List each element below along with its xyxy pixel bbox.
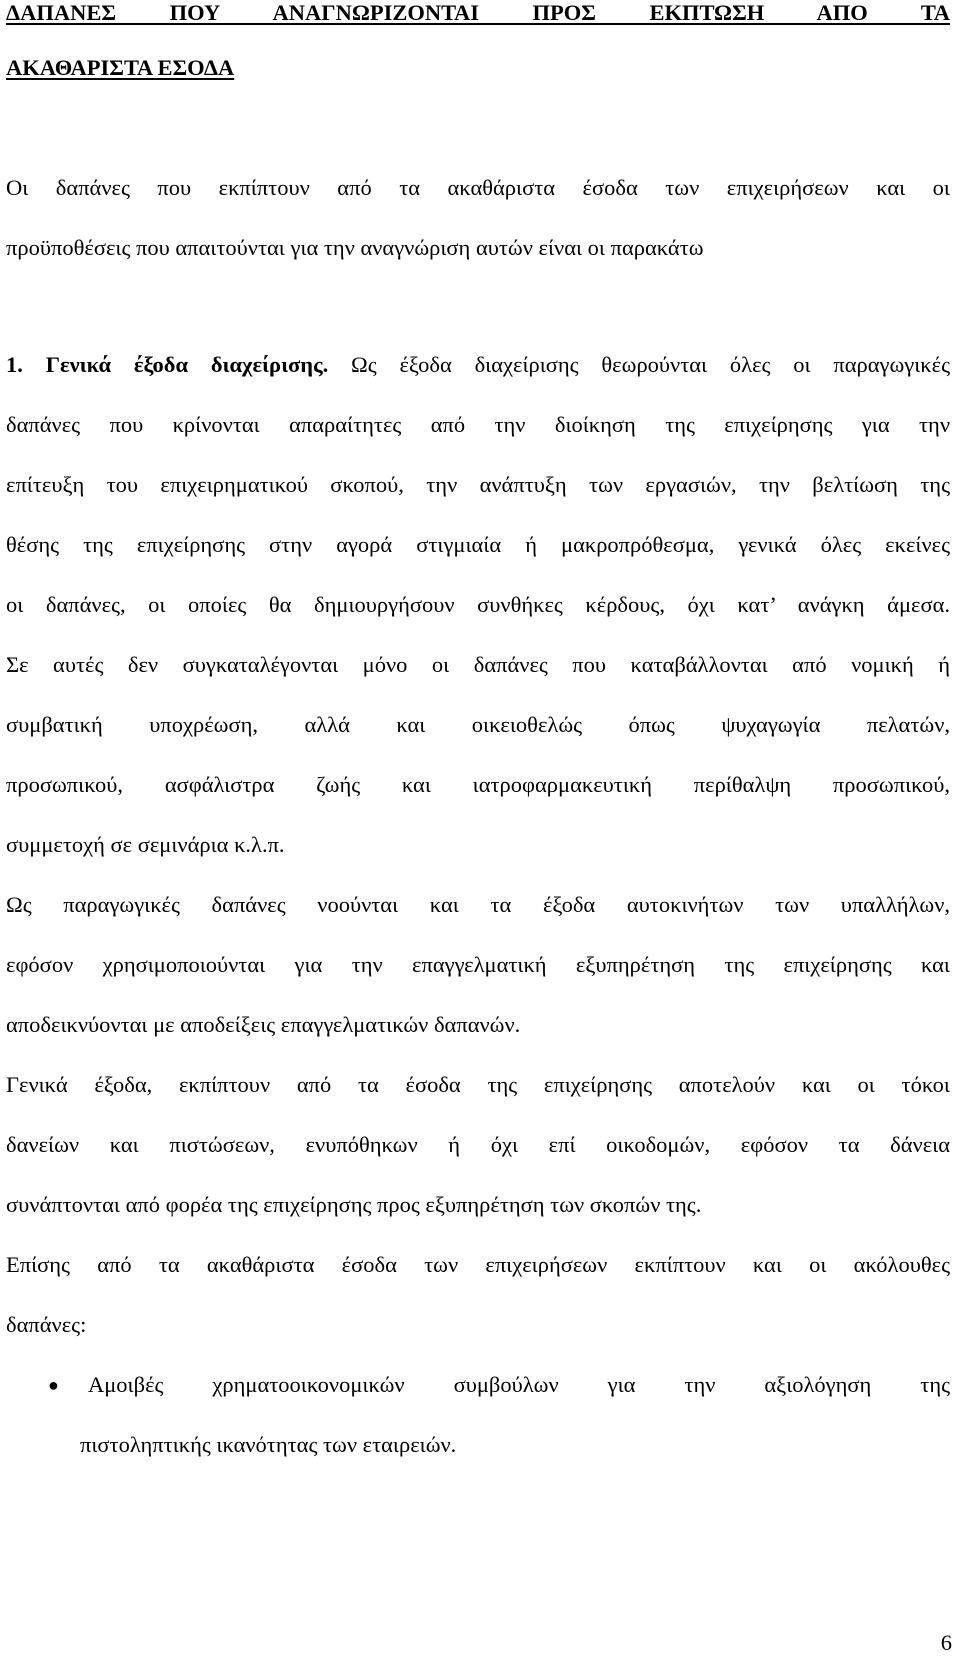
section1-line-8: προσωπικού, ασφάλιστρα ζωής και ιατροφαρμακευτική περίθαλψη προσωπικού, bbox=[6, 772, 950, 797]
para3-line-1: Γενικά έξοδα, εκπίπτουν από τα έσοδα της επιχείρησης αποτελούν και οι τόκοι bbox=[6, 1072, 950, 1097]
section1-line-1-text: Ως έξοδα διαχείρισης θεωρούνται όλες οι παραγωγικές bbox=[328, 352, 950, 377]
section1-line-5: οι δαπάνες, οι οποίες θα δημιουργήσουν συνθήκες κέρδους, όχι κατ’ ανάγκη άμεσα. bbox=[6, 592, 950, 617]
para4-line-1: Επίσης από τα ακαθάριστα έσοδα των επιχειρήσεων εκπίπτουν και οι ακόλουθες bbox=[6, 1252, 950, 1277]
para3-line-3: συνάπτονται από φορέα της επιχείρησης προς εξυπηρέτηση των σκοπών της. bbox=[6, 1192, 702, 1217]
intro-line-2: προϋποθέσεις που απαιτούνται για την αναγνώριση αυτών είναι οι παρακάτω bbox=[6, 235, 704, 260]
section1-line-6: Σε αυτές δεν συγκαταλέγονται μόνο οι δαπάνες που καταβάλλονται από νομική ή bbox=[6, 652, 950, 677]
para3-line-2: δανείων και πιστώσεων, ενυπόθηκων ή όχι επί οικοδομών, εφόσον τα δάνεια bbox=[6, 1132, 950, 1157]
section1-label: 1. Γενικά έξοδα διαχείρισης. bbox=[6, 352, 329, 377]
para2-line-3: αποδεικνύονται με αποδείξεις επαγγελματικών δαπανών. bbox=[6, 1012, 521, 1037]
heading-line-2: ΑΚΑΘΑΡΙΣΤΑ ΕΣΟΔΑ bbox=[6, 55, 235, 80]
section1-line-4: θέσης της επιχείρησης στην αγορά στιγμιαία ή μακροπρόθεσμα, γενικά όλες εκείνες bbox=[6, 532, 950, 557]
section1-line-9: συμμετοχή σε σεμινάρια κ.λ.π. bbox=[6, 832, 285, 857]
heading-line-1: ΔΑΠΑΝΕΣ ΠΟΥ ΑΝΑΓΝΩΡΙΖΟΝΤΑΙ ΠΡΟΣ ΕΚΠΤΩΣΗ ΑΠΟ ΤΑ bbox=[6, 0, 950, 25]
para4-line-2: δαπάνες: bbox=[6, 1312, 87, 1337]
para2-line-1: Ως παραγωγικές δαπάνες νοούνται και τα έξοδα αυτοκινήτων των υπαλλήλων, bbox=[6, 892, 950, 917]
section1-line-7: συμβατική υποχρέωση, αλλά και οικειοθελώς όπως ψυχαγωγία πελατών, bbox=[6, 712, 950, 737]
section1-line-3: επίτευξη του επιχειρηματικού σκοπού, την ανάπτυξη των εργασιών, την βελτίωση της bbox=[6, 472, 950, 497]
section1-line-2: δαπάνες που κρίνονται απαραίτητες από την διοίκηση της επιχείρησης για την bbox=[6, 412, 950, 437]
intro-line-1: Οι δαπάνες που εκπίπτουν από τα ακαθάριστα έσοδα των επιχειρήσεων και οι bbox=[6, 175, 950, 200]
page-number: 6 bbox=[940, 1630, 952, 1655]
bullet-item-1-line-2: πιστοληπτικής ικανότητας των εταιρειών. bbox=[80, 1432, 457, 1457]
section1-line-1 bbox=[6, 352, 950, 378]
document-page bbox=[6, 0, 950, 1673]
para2-line-2: εφόσον χρησιμοποιούνται για την επαγγελματική εξυπηρέτηση της επιχείρησης και bbox=[6, 952, 950, 977]
bullet-dot-icon: ● bbox=[48, 1375, 59, 1395]
bullet-item-1-line-1: Αμοιβές χρηματοοικονομικών συμβούλων για την αξιολόγηση της bbox=[88, 1372, 950, 1397]
